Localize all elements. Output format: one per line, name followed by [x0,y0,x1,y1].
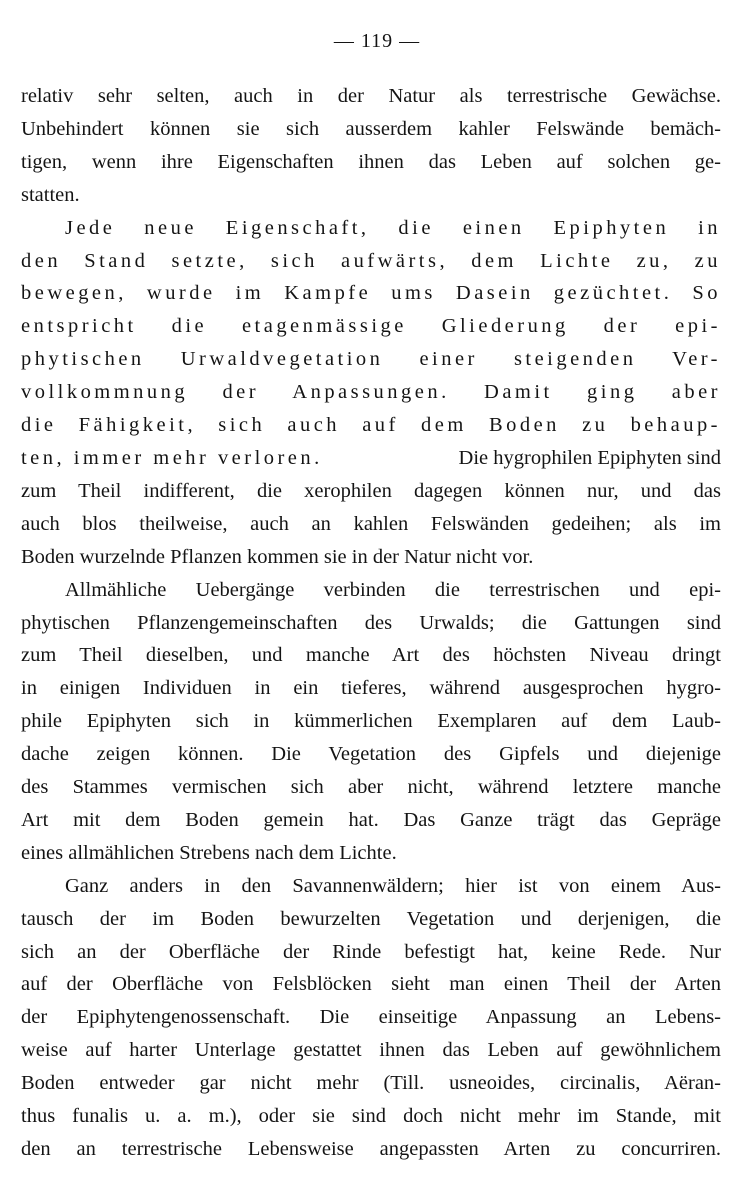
text-line: Art mit dem Boden gemein hat. Das Ganze trägt das Gepräge [21,808,721,831]
text-line: auf der Oberfläche von Felsblöcken sieht man einen Theil der Arten [21,973,721,996]
text-line: Ganz anders in den Savannenwäldern; hier ist von einem Aus- [65,874,721,897]
text-fragment: Die hygrophilen Epiphyten sind [458,446,721,469]
text-line: der Epiphytengenossenschaft. Die einseitige Anpassung an Lebens- [21,1006,721,1029]
text-line: zum Theil dieselben, und manche Art des höchsten Niveau dringt [21,644,721,667]
text-line: den an terrestrische Lebensweise angepassten Arten zu concurriren. [21,1138,721,1160]
text-line: phile Epiphyten sich in kümmerlichen Exemplaren auf dem Laub- [21,710,721,733]
text-line: weise auf harter Unterlage gestattet ihnen das Leben auf gewöhnlichem [21,1039,721,1062]
text-line: Jede neue Eigenschaft, die einen Epiphyten in [65,216,721,239]
text-line: thus funalis u. a. m.), oder sie sind doch nicht mehr im Stande, mit [21,1105,721,1128]
text-line: phytischen Urwaldvegetation einer steigenden Ver- [21,348,721,371]
text-line: dache zeigen können. Die Vegetation des Gipfels und diejenige [21,743,721,766]
text-line: tausch der im Boden bewurzelten Vegetation und derjenigen, die [21,907,721,930]
text-line: entspricht die etagenmässige Gliederung der epi- [21,315,721,338]
text-line: zum Theil indifferent, die xerophilen dagegen können nur, und das [21,479,721,502]
text-line: eines allmählichen Strebens nach dem Lichte. [21,841,397,864]
text-line: statten. [21,183,80,206]
text-body [21,80,721,1166]
text-line: in einigen Individuen in ein tieferes, während ausgesprochen hygro- [21,677,721,700]
text-line: phytischen Pflanzengemeinschaften des Urwalds; die Gattungen sind [21,611,721,634]
text-line: Boden wurzelnde Pflanzen kommen sie in der Natur nicht vor. [21,545,534,568]
text-line: vollkommnung der Anpassungen. Damit ging aber [21,381,721,404]
text-line: relativ sehr selten, auch in der Natur als terrestrische Gewächse. [21,85,721,107]
text-line: bewegen, wurde im Kampfe ums Dasein gezüchtet. So [21,282,721,305]
text-line: den Stand setzte, sich aufwärts, dem Lichte zu, zu [21,249,721,272]
text-line: auch blos theilweise, auch an kahlen Felswänden gedeihen; als im [21,512,721,535]
text-line: die Fähigkeit, sich auch auf dem Boden zu behaup- [21,414,721,437]
text-fragment: ten, immer mehr verloren. [21,446,323,469]
text-line: sich an der Oberfläche der Rinde befestigt hat, keine Rede. Nur [21,940,721,963]
text-line: Unbehindert können sie sich ausserdem kahler Felswände bemäch- [21,117,721,140]
text-line [21,442,721,475]
page-number: — 119 — [333,30,421,52]
text-line: des Stammes vermischen sich aber nicht, während letztere manche [21,776,721,799]
text-line: Boden entweder gar nicht mehr (Till. usneoides, circinalis, Aëran- [21,1072,721,1095]
text-line: tigen, wenn ihre Eigenschaften ihnen das Leben auf solchen ge- [21,150,721,173]
text-line: Allmähliche Uebergänge verbinden die terrestrischen und epi- [65,578,721,601]
